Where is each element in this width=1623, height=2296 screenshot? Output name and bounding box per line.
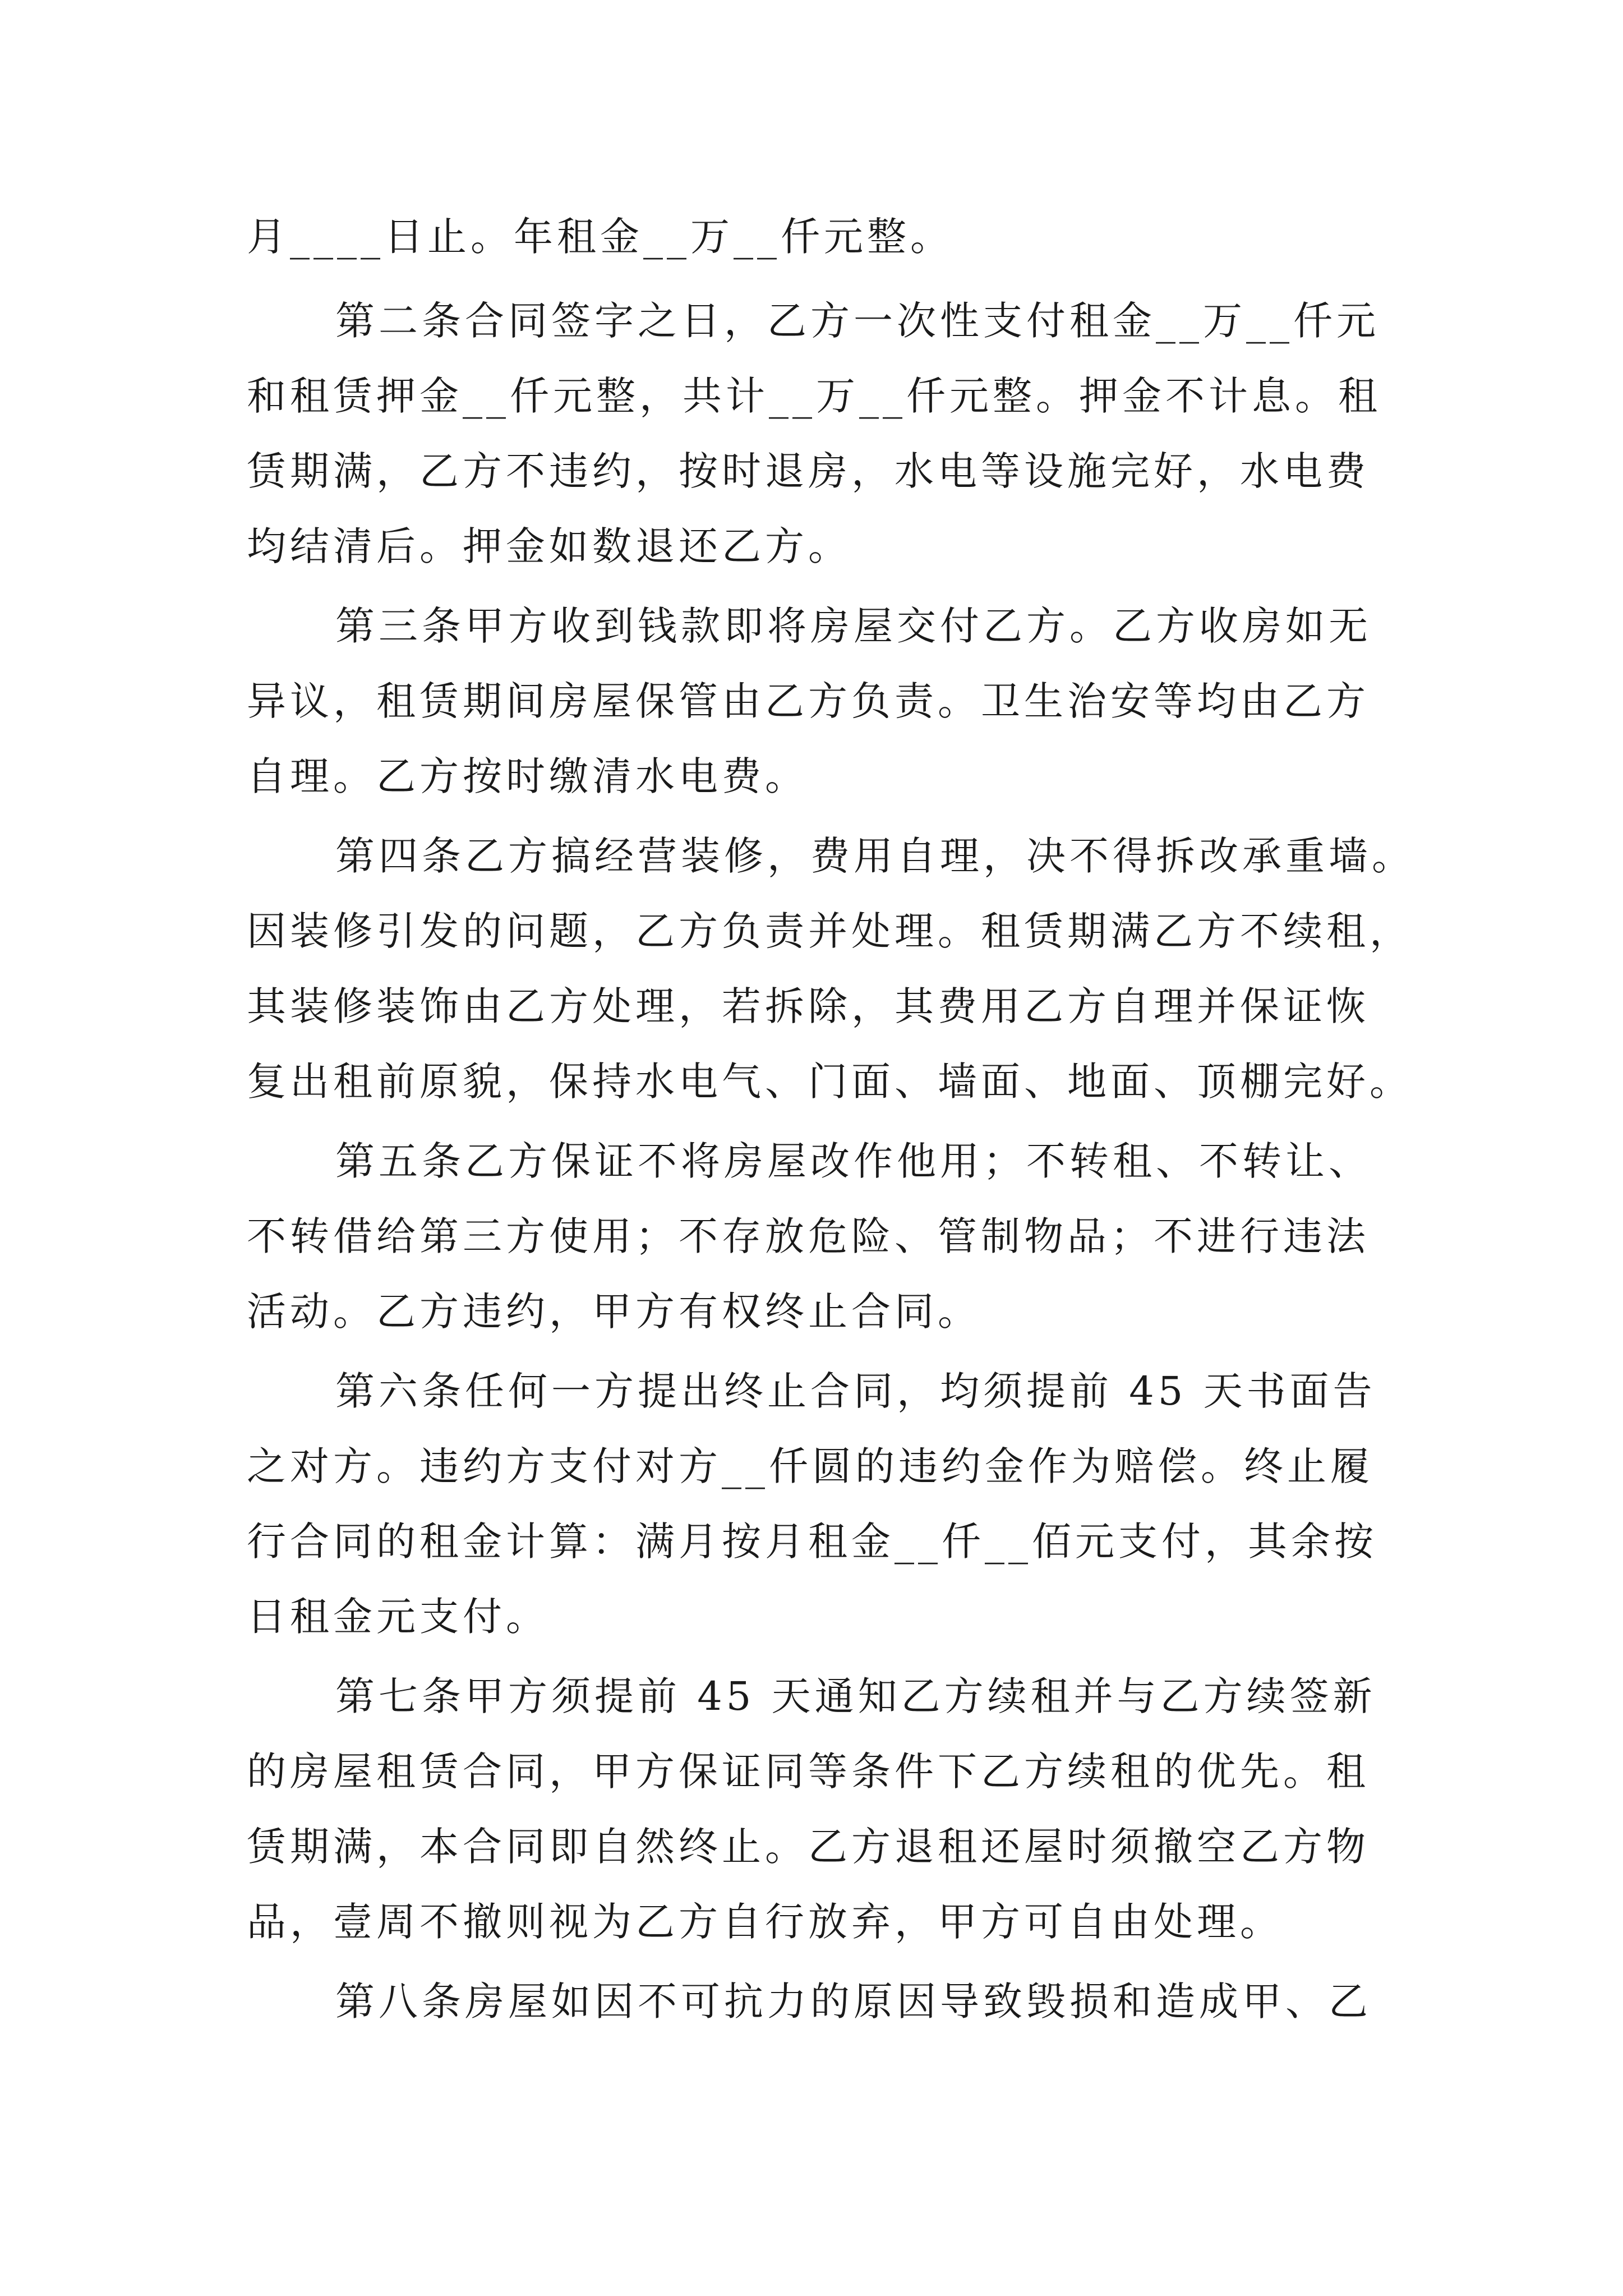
text-line: 月____日止。年租金__万__仟元整。	[247, 214, 953, 260]
text-line: 和租赁押金__仟元整，共计__万__仟元整。押金不计息。租	[247, 373, 1381, 419]
text-line: 的房屋租赁合同，甲方保证同等条件下乙方续租的优先。租	[247, 1749, 1370, 1795]
paragraph-start-line: 第六条任何一方提出终止合同，均须提前 45 天书面告	[335, 1368, 1376, 1414]
text-line: 赁期满，本合同即自然终止。乙方退租还屋时须撤空乙方物	[247, 1824, 1370, 1870]
text-line: 其装修装饰由乙方处理，若拆除，其费用乙方自理并保证恢	[247, 983, 1370, 1029]
text-line: 不转借给第三方使用；不存放危险、管制物品；不进行违法	[247, 1213, 1370, 1259]
paragraph-start-line: 第四条乙方搞经营装修，费用自理，决不得拆改承重墙。	[335, 833, 1415, 879]
text-line: 自理。乙方按时缴清水电费。	[247, 753, 808, 799]
text-line: 因装修引发的问题，乙方负责并处理。租赁期满乙方不续租，	[247, 908, 1413, 954]
paragraph-start-line: 第八条房屋如因不可抗力的原因导致毁损和造成甲、乙	[335, 1978, 1372, 2024]
paragraph-start-line: 第五条乙方保证不将房屋改作他用；不转租、不转让、	[335, 1138, 1372, 1184]
text-line: 活动。乙方违约，甲方有权终止合同。	[247, 1289, 981, 1335]
paragraph-start-line: 第二条合同签字之日，乙方一次性支付租金__万__仟元	[335, 298, 1380, 344]
text-line: 行合同的租金计算：满月按月租金__仟__佰元支付，其余按	[247, 1519, 1377, 1565]
paragraph-start-line: 第七条甲方须提前 45 天通知乙方续租并与乙方续签新	[335, 1673, 1376, 1719]
text-line: 日租金元支付。	[247, 1594, 549, 1640]
text-line: 赁期满，乙方不违约，按时退房，水电等设施完好，水电费	[247, 448, 1370, 494]
text-line: 复出租前原貌，保持水电气、门面、墙面、地面、顶棚完好。	[247, 1059, 1413, 1105]
paragraph-start-line: 第三条甲方收到钱款即将房屋交付乙方。乙方收房如无	[335, 603, 1372, 649]
text-line: 之对方。违约方支付对方__仟圆的违约金作为赔偿。终止履	[247, 1443, 1373, 1489]
text-line: 异议，租赁期间房屋保管由乙方负责。卫生治安等均由乙方	[247, 678, 1370, 724]
text-line: 品，壹周不撤则视为乙方自行放弃，甲方可自由处理。	[247, 1899, 1283, 1945]
text-line: 均结清后。押金如数退还乙方。	[247, 523, 851, 569]
